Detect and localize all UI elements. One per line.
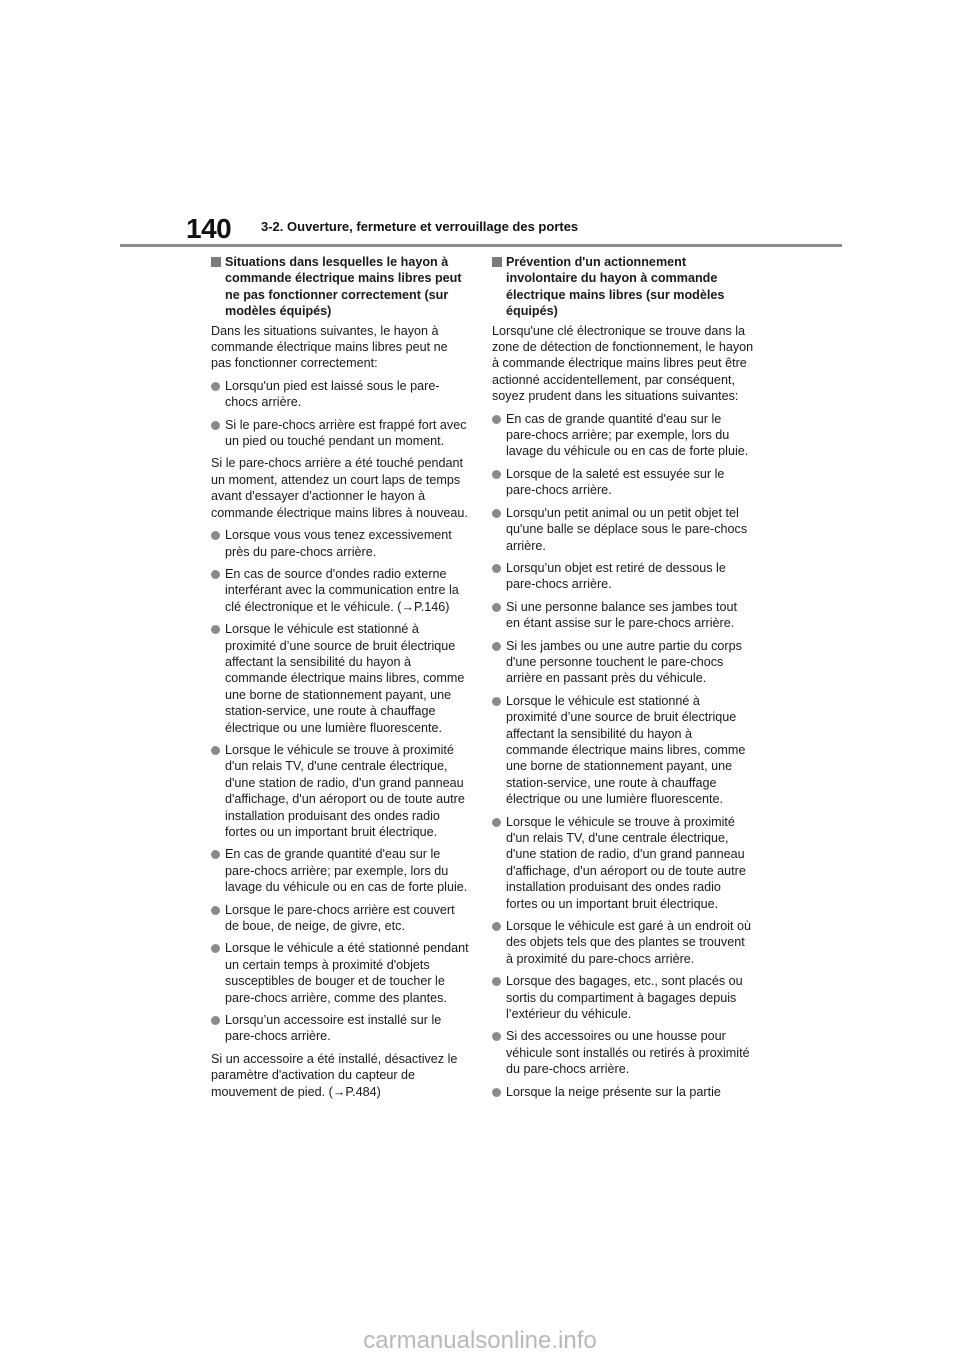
bullet-item	[211, 566, 469, 615]
right-column	[492, 254, 754, 1106]
bullet-item	[492, 560, 754, 593]
bullet-text: Lorsqu'un petit animal ou un petit objet tel qu'une balle se déplace sous le pare-chocs arrière.	[506, 505, 748, 553]
bullet-text: Lorsque le véhicule est stationné à proximité d’une source de bruit électrique affectant la sensibilité du hayon à commande électrique mains libres, comme une borne de stationnement payant, une station-service, une route à chauffage électrique ou une lumière fluorescente.	[506, 693, 746, 807]
paragraph: Si le pare-chocs arrière a été touché pendant un moment, attendez un court laps de temps avant d'essayer d'actionner le hayon à commande électrique mains libres à nouveau.	[211, 456, 468, 520]
round-bullet-icon	[492, 603, 501, 612]
bullet-item	[211, 621, 469, 736]
section-heading	[211, 254, 469, 320]
round-bullet-icon	[211, 531, 220, 540]
bullet-item	[492, 814, 754, 912]
round-bullet-icon	[211, 906, 220, 915]
bullet-item	[492, 693, 754, 808]
bullet-text: Lorsque le véhicule a été stationné pendant un certain temps à proximité d'objets susceptibles de bouger et de toucher le pare-chocs arrière, comme des plantes.	[225, 941, 469, 1005]
round-bullet-icon	[492, 1088, 501, 1097]
heading-text: Situations dans lesquelles le hayon à commande électrique mains libres peut ne pas fonctionner correctement (sur modèles équipés)	[225, 255, 462, 319]
bullet-item	[211, 846, 469, 895]
bullet-text: Lorsque le pare-chocs arrière est couvert de boue, de neige, de givre, etc.	[225, 902, 455, 934]
page-number: 140	[186, 213, 232, 244]
bullet-text: Lorsque le véhicule se trouve à proximité d'un relais TV, d'une centrale électrique, d'une station de radio, d'un grand panneau d'affichage, d'un aéroport ou de toute autre installation produisant des ondes radio fortes ou un important bruit électrique.	[225, 742, 465, 839]
bullet-text: Lorsque le véhicule est stationné à proximité d’une source de bruit électrique affectant la sensibilité du hayon à commande électrique mains libres, comme une borne de stationnement payant, une station-service, une route à chauffage électrique ou une lumière fluorescente.	[225, 622, 465, 735]
bullet-item	[211, 417, 469, 450]
bullet-text: En cas de grande quantité d'eau sur le pare-chocs arrière; par exemple, lors du lavage du véhicule ou en cas de forte pluie.	[506, 411, 749, 459]
round-bullet-icon	[211, 421, 220, 430]
round-bullet-icon	[492, 697, 501, 706]
bullet-text: En cas de grande quantité d'eau sur le pare-chocs arrière; par exemple, lors du lavage du véhicule ou en cas de forte pluie.	[225, 847, 468, 895]
bullet-item	[492, 918, 754, 967]
bullet-text: Lorsque des bagages, etc., sont placés ou sortis du compartiment à bagages depuis l’extérieur du véhicule.	[506, 974, 743, 1022]
square-bullet-icon	[492, 257, 502, 267]
bullet-text: En cas de source d'ondes radio externe interférant avec la communication entre la clé électronique et le véhicule. (→P.146)	[225, 566, 459, 614]
bullet-item	[492, 1028, 754, 1077]
round-bullet-icon	[211, 944, 220, 953]
bullet-item	[492, 973, 754, 1022]
round-bullet-icon	[492, 977, 501, 986]
round-bullet-icon	[492, 922, 501, 931]
round-bullet-icon	[211, 625, 220, 634]
bullet-text: Lorsque le véhicule se trouve à proximité d'un relais TV, d'une centrale électrique, d'une station de radio, d'un grand panneau d'affichage, d'un aéroport ou de toute autre installation produisant des ondes radio fortes ou un important bruit électrique.	[506, 814, 746, 911]
bullet-text: Lorsque vous vous tenez excessivement près du pare-chocs arrière.	[225, 528, 452, 559]
bullet-text: Lorsque de la saleté est essuyée sur le pare-chocs arrière.	[506, 466, 725, 498]
square-bullet-icon	[211, 257, 221, 267]
bullet-text: Lorsqu'un pied est laissé sous le pare-chocs arrière.	[225, 378, 440, 410]
bullet-text: Si le pare-chocs arrière est frappé fort avec un pied ou touché pendant un moment.	[225, 417, 467, 449]
bullet-item	[211, 527, 469, 560]
bullet-text: Lorsque le véhicule est garé à un endroit où des objets tels que des plantes se trouvent à proximité du pare-chocs arrière.	[506, 919, 752, 966]
header-divider	[120, 244, 842, 247]
bullet-text: Lorsqu’un accessoire est installé sur le pare-chocs arrière.	[225, 1013, 442, 1044]
bullet-text: Lorsque la neige présente sur la partie	[506, 1084, 721, 1099]
round-bullet-icon	[492, 642, 501, 651]
paragraph: Si un accessoire a été installé, désactivez le paramètre d'activation du capteur de mouvement de pied. (→P.484)	[211, 1051, 458, 1099]
bullet-item	[211, 1012, 469, 1045]
round-bullet-icon	[492, 470, 501, 479]
round-bullet-icon	[211, 382, 220, 391]
round-bullet-icon	[211, 570, 220, 579]
round-bullet-icon	[211, 746, 220, 755]
bullet-item	[211, 742, 469, 840]
bullet-item	[211, 378, 469, 411]
bullet-item	[492, 1084, 754, 1100]
bullet-item	[492, 505, 754, 554]
bullet-item	[492, 411, 754, 460]
heading-text: Prévention d'un actionnement involontaire du hayon à commande électrique mains libres (sur modèles équipés)	[506, 255, 725, 319]
bullet-item	[492, 466, 754, 499]
round-bullet-icon	[492, 415, 501, 424]
bullet-item	[211, 940, 469, 1006]
paragraph: Dans les situations suivantes, le hayon à commande électrique mains libres peut ne pas fonctionner correctement:	[211, 323, 448, 371]
round-bullet-icon	[492, 818, 501, 827]
round-bullet-icon	[211, 1016, 220, 1025]
bullet-item	[492, 638, 754, 687]
round-bullet-icon	[492, 564, 501, 573]
bullet-item	[211, 902, 469, 935]
bullet-text: Si une personne balance ses jambes tout en étant assise sur le pare-chocs arrière.	[506, 599, 738, 631]
left-column	[211, 254, 469, 1106]
section-title: 3-2. Ouverture, fermeture et verrouillage des portes	[261, 219, 579, 234]
round-bullet-icon	[211, 850, 220, 859]
watermark: carmanualsonline.info	[363, 1327, 597, 1354]
section-heading	[492, 254, 754, 320]
paragraph: Lorsqu'une clé électronique se trouve dans la zone de détection de fonctionnement, le hayon à commande électrique mains libres peut être actionné accidentellement, par conséquent, soyez prudent dans les situations suivantes:	[492, 323, 754, 404]
round-bullet-icon	[492, 1032, 501, 1041]
round-bullet-icon	[492, 509, 501, 518]
bullet-item	[492, 599, 754, 632]
bullet-text: Si les jambes ou une autre partie du corps d'une personne touchent le pare-chocs arrière en passant près du véhicule.	[506, 638, 742, 686]
bullet-text: Lorsqu’un objet est retiré de dessous le pare-chocs arrière.	[506, 560, 726, 592]
bullet-text: Si des accessoires ou une housse pour véhicule sont installés ou retirés à proximité du pare-chocs arrière.	[506, 1029, 750, 1077]
